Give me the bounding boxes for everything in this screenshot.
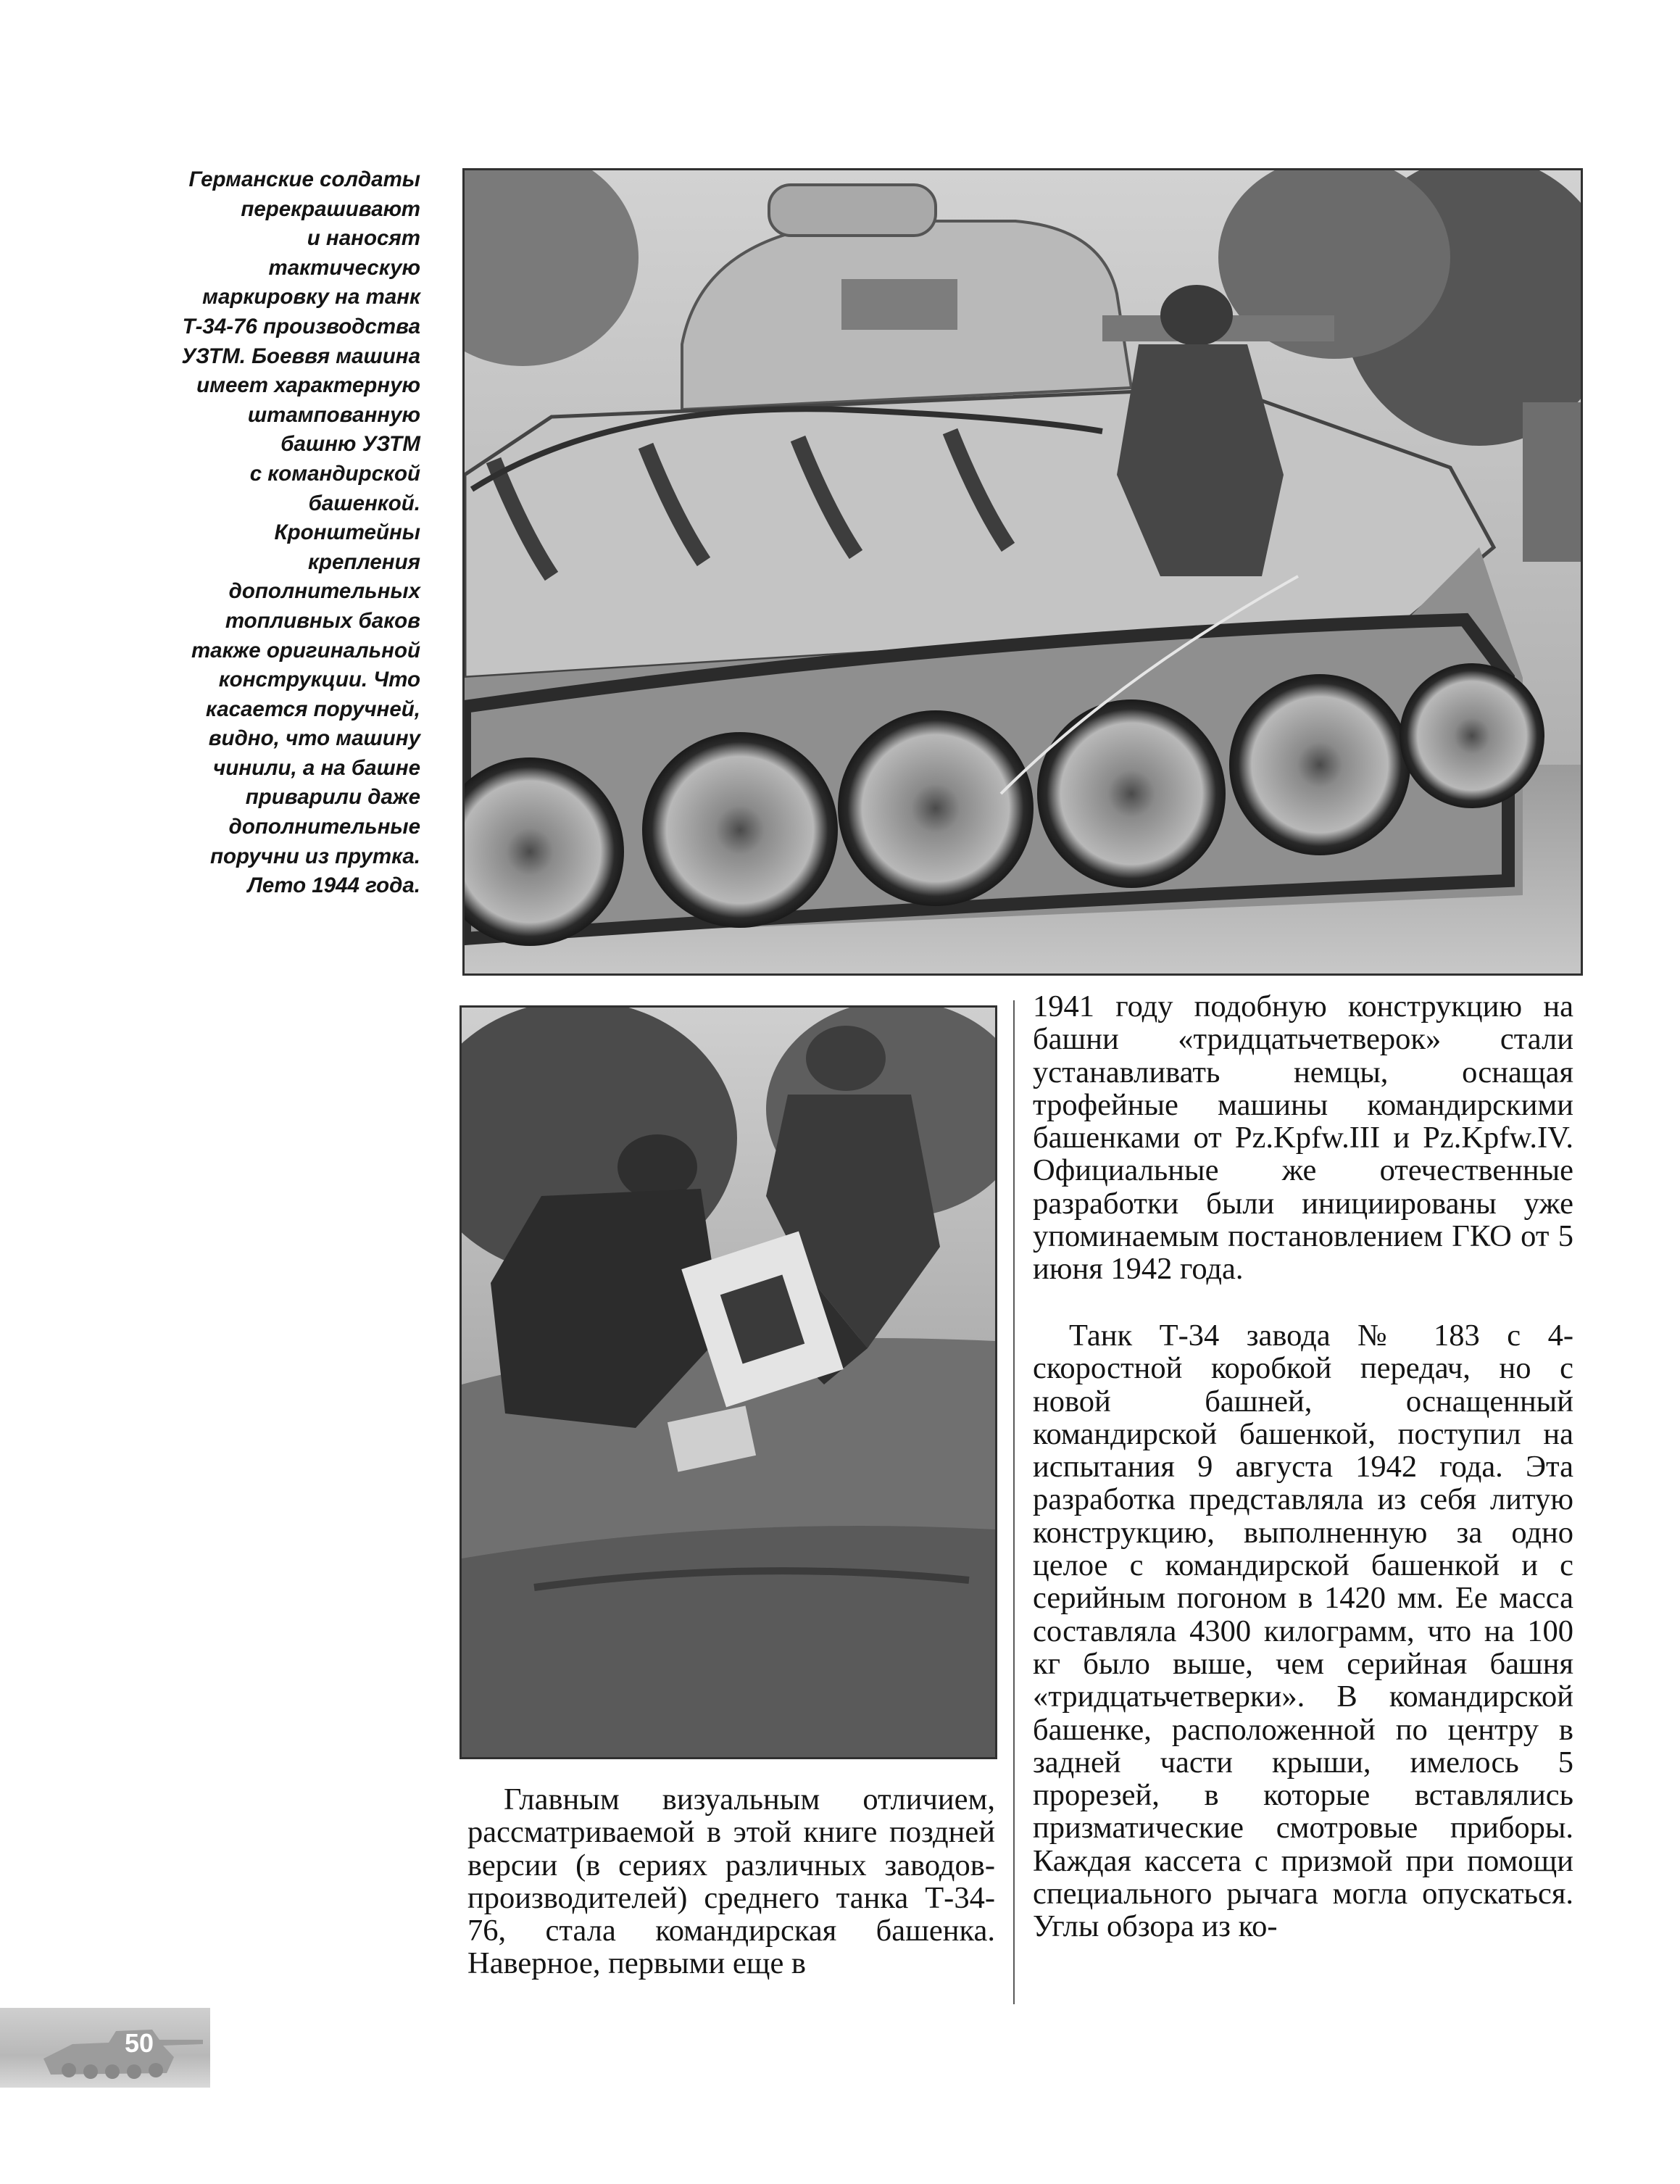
caption-line: видно, что машину — [208, 726, 420, 751]
soldiers-photo-illustration — [462, 1008, 995, 1757]
caption-line: конструкции. Что — [218, 668, 420, 692]
caption-line: Германские солдаты — [188, 167, 420, 191]
caption-line: Кронштейны — [274, 520, 420, 545]
caption-line: штампованную — [247, 402, 420, 427]
caption-line: УЗТМ. Боеввя машина — [181, 344, 420, 368]
soldiers-photo-small — [459, 1005, 997, 1759]
caption-line: имеет характерную — [196, 373, 420, 398]
caption-line: башенкой. — [308, 491, 420, 515]
caption-line: тактическую — [268, 255, 420, 280]
body-paragraph-right-2: Танк Т-34 завода № 183 с 4-скоростной коробкой передач, но с новой башней, оснащенный командирской башенкой, поступил на испытания 9 августа 1942 года. Эта разработка представляла из себя литую конструкцию, выполненную за одно целое с командирской башенкой и с серийным погоном в 1420 мм. Ее масса составляла 4300 килограмм, что на 100 кг было выше, чем серийная башня «тридцатьчетверки». В командирской башенке, расположенной по центру в задней части крыши, имелось 5 прорезей, в которые вставлялись призматические смотровые приборы. Каждая кассета с призмой при помощи специального рычага могла опускаться. Углы обзора из ко- — [1033, 1319, 1573, 1944]
caption-line: касается поручней, — [205, 697, 420, 721]
caption-line: с командирской — [249, 461, 420, 486]
caption-line: Т-34-76 производства — [182, 314, 420, 339]
caption-line: топливных баков — [225, 608, 420, 633]
body-paragraph-right-1: 1941 году подобную конструкцию на башни «тридцатьчетверок» стали устанавливать немцы, оснащая трофейные машины командирскими башенками от Pz.Kpfw.III и Pz.Kpfw.IV. Официальные же отечественные разработки были инициированы уже упоминаемым постановлением ГКО от 5 июня 1942 года. — [1033, 989, 1573, 1287]
caption-line: башню УЗТМ — [280, 432, 420, 457]
caption-line: также оригинальной — [191, 638, 420, 663]
caption-line: перекрашивают — [241, 196, 420, 221]
body-paragraph-left: Главным визуальным отличием, рассматриваемой в этой книге поздней версии (в сериях различных заводов-производителей) среднего танка Т-34-76, стала командирская башенка. Наверное, первыми еще в — [467, 1782, 995, 1981]
caption-line: дополнительные — [228, 815, 420, 839]
page-number: 50 — [125, 2028, 154, 2058]
caption-line: приварили даже — [245, 785, 420, 810]
column-divider — [1013, 1000, 1015, 2004]
caption-line: маркировку на танк — [202, 285, 420, 310]
tank-photo-large — [462, 168, 1583, 976]
caption-line: крепления — [308, 549, 420, 574]
caption-line: Лето 1944 года. — [247, 873, 420, 898]
photo-caption — [109, 165, 420, 901]
tank-photo-illustration — [465, 170, 1581, 973]
caption-line: и наносят — [307, 226, 420, 251]
caption-line: дополнительных — [228, 579, 420, 604]
caption-line: чинили, а на башне — [213, 755, 420, 780]
caption-line: поручни из прутка. — [209, 844, 420, 868]
tank-silhouette-icon — [29, 2015, 210, 2084]
